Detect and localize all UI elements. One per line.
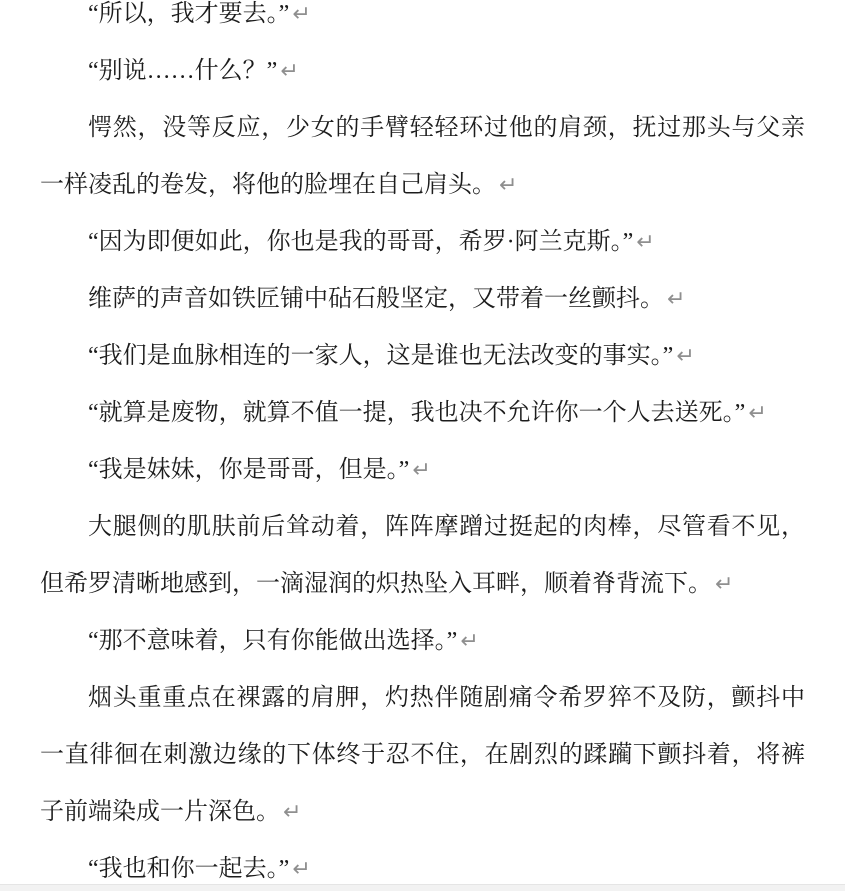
paragraph[interactable] [40,214,805,271]
paragraph-text: “我是妹妹，你是哥哥，但是。” [88,457,410,483]
paragraph-text: “那不意味着，只有你能做出选择。” [88,628,458,654]
paragraph[interactable] [40,442,805,499]
paragraph-return-mark-icon: ↵ [292,2,311,27]
paragraph-return-mark-icon: ↵ [676,344,695,369]
paragraph[interactable] [40,499,805,613]
paragraph-return-mark-icon: ↵ [748,401,767,426]
paragraph-text: 大腿侧的肌肤前后耸动着，阵阵摩蹭过挺起的肉棒，尽管看不见，但希罗清晰地感到，一滴湿润的炽热坠入耳畔，顺着脊背流下。 [40,514,805,597]
paragraph[interactable] [40,328,805,385]
paragraph-text: 烟头重重点在裸露的肩胛，灼热伴随剧痛令希罗猝不及防，颤抖中一直徘徊在刺激边缘的下体终于忍不住，在剧烈的蹂躏下颤抖着，将裤子前端染成一片深色。 [40,685,805,825]
paragraph-text: 愕然，没等反应，少女的手臂轻轻环过他的肩颈，抚过那头与父亲一样凌乱的卷发，将他的脸埋在自己肩头。 [40,115,805,198]
paragraph-text: 维萨的声音如铁匠铺中砧石般坚定，又带着一丝颤抖。 [88,286,664,312]
paragraph-return-mark-icon: ↵ [715,572,734,597]
paragraph[interactable] [40,613,805,670]
paragraph-return-mark-icon: ↵ [499,173,518,198]
paragraph-text: “我也和你一起去。” [88,856,290,882]
paragraph-text: “我们是血脉相连的一家人，这是谁也无法改变的事实。” [88,343,674,369]
paragraph-return-mark-icon: ↵ [412,458,431,483]
paragraph-return-mark-icon: ↵ [292,857,311,882]
paragraph-return-mark-icon: ↵ [283,800,302,825]
paragraph[interactable] [40,670,805,841]
paragraph-return-mark-icon: ↵ [667,287,686,312]
paragraph[interactable] [40,271,805,328]
paragraph[interactable] [40,43,805,100]
paragraph-return-mark-icon: ↵ [460,629,479,654]
paragraph-text: “别说……什么？” [88,58,278,84]
paragraph-text: “就算是废物，就算不值一提，我也决不允许你一个人去送死。” [88,400,746,426]
paragraph-return-mark-icon: ↵ [280,59,299,84]
paragraph[interactable] [40,385,805,442]
paragraph-return-mark-icon: ↵ [636,230,655,255]
paragraph-text: “因为即便如此，你也是我的哥哥，希罗·阿兰克斯。” [88,229,634,255]
paragraph[interactable] [40,100,805,214]
paragraph-text: “所以，我才要去。” [88,1,290,27]
bottom-edge-bar [0,884,845,891]
paragraph[interactable] [40,0,805,43]
